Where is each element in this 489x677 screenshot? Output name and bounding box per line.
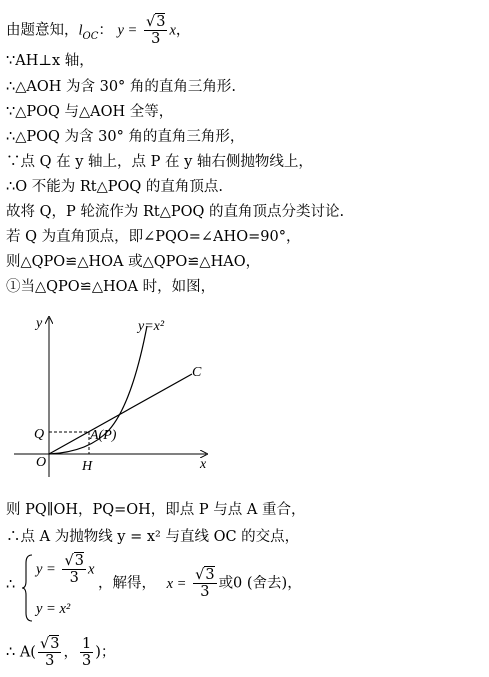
solution-text: ，解得， x = $\frac{√3}{3}$ 或0 (舍去)， [98, 567, 302, 600]
x-axis-label: x [200, 457, 207, 472]
point-q-label: Q [34, 427, 45, 442]
line-7: ∴O 不能为 Rt△POQ 的直角顶点. [6, 179, 223, 195]
point-a-label: A(P) [90, 428, 117, 443]
equation-2: y = x² [36, 601, 71, 617]
line-10: 则△QPO≌△HOA 或△QPO≌△HAO， [6, 254, 261, 270]
line-13: ∴点 A 为抛物线 y = x² 与直线 OC 的交点， [6, 529, 300, 545]
line-8: 故将 Q，P 轮流作为 Rt△POQ 的直角顶点分类讨论. [6, 204, 345, 220]
line-11: ①当△QPO≌△HOA 时，如图， [6, 279, 216, 295]
line-5: ∴△POQ 为含 30° 角的直角三角形， [6, 129, 245, 145]
equation-system: ∴ y = $\frac{√3}{3}$ x y = x² ，解得， x = $\frac{√3}{3}$ 或0 (舍去)， [6, 553, 466, 623]
parabola-line-graph [14, 312, 214, 482]
line-2: ∵AH⊥x 轴， [6, 53, 94, 69]
point-h-label: H [82, 459, 93, 474]
fraction-sqrt3-over-3: $\frac{√3}{3}$ [145, 14, 166, 47]
brace-icon [22, 553, 34, 623]
line-12: 则 PQ∥OH，PQ=OH，即点 P 与点 A 重合， [6, 502, 306, 518]
line-6: ∵点 Q 在 y 轴上，点 P 在 y 轴右侧抛物线上， [6, 154, 313, 170]
line-4: ∵△POQ 与△AOH 全等， [6, 104, 174, 120]
line-oc [49, 374, 192, 454]
line-c-label: C [192, 365, 202, 380]
line-3: ∴△AOH 为含 30° 角的直角三角形. [6, 79, 237, 95]
equation-1: y = $\frac{√3}{3}$ x [36, 553, 95, 586]
y-axis-label: y [36, 316, 43, 331]
curve-label: y=x² [138, 319, 165, 334]
line-9: 若 Q 为直角顶点，即∠PQO=∠AHO=90°， [6, 229, 301, 245]
point-o-label: O [36, 455, 47, 470]
line-given: 由题意知，$l_{OC}$： y = $\frac{√3}{3}$ x， [6, 14, 191, 47]
final-answer: ∴ A( $\frac{√3}{3}$ ， $\frac{1}{3}$ )； [6, 636, 116, 669]
